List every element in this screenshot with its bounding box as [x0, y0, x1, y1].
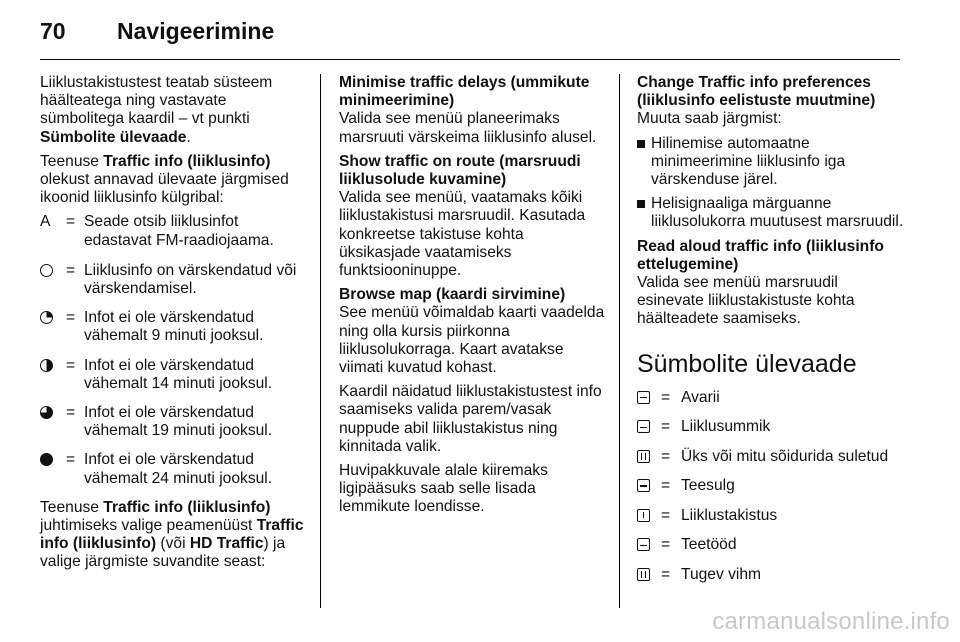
option-read-aloud: Read aloud traffic info (liiklusinfo ettelugemine) Valida see menüü marsruudil esinevate liiklustakistuste kohta häälteadete saamiseks. [637, 238, 907, 329]
column-left [40, 74, 308, 578]
heavy-rain-icon [637, 568, 650, 581]
favourites-info: Huvipakkuvale alale kiiremaks ligipääsuks saab selle lisada lemmikute loendisse. [339, 462, 548, 516]
column-right [637, 74, 907, 595]
symbol-row: = Liiklusummik [637, 418, 907, 448]
status-item: A = Seade otsib liiklusinfot edastavat FM-raadiojaama. [40, 213, 274, 249]
option-heading: Browse map (kaardi sirvimine) [339, 286, 566, 304]
header-rule [40, 59, 900, 60]
symbol-row: = Teesulg [637, 477, 907, 507]
status-item: = Liiklusinfo on värskendatud või värskendamisel. [40, 262, 308, 298]
symbol-row: = Teetööd [637, 536, 907, 566]
symbol-row: = Avarii [637, 389, 907, 419]
circle-half-icon [40, 359, 53, 372]
accident-icon [637, 391, 650, 404]
intro-paragraph: Liiklustakistustest teatab süsteem häälteatega ning vastavate sümbolitega kaardil – vt punkti Sümbolite ülevaade. [40, 74, 273, 146]
symbols-link[interactable]: Sümbolite ülevaade [40, 128, 187, 146]
section-title: Sümbolite ülevaade [637, 349, 857, 378]
status-symbol-a: A [40, 213, 51, 231]
road-closed-icon [637, 479, 650, 492]
lanes-closed-icon [637, 450, 650, 463]
page-number: 70 [40, 18, 66, 44]
circle-quarter-icon [40, 311, 53, 324]
status-item: = Infot ei ole värskendatud vähemalt 9 minuti jooksul. [40, 309, 308, 345]
watermark: carmanualsonline.info [712, 608, 950, 635]
bullet-square-icon [637, 140, 645, 148]
browse-map-info: Kaardil näidatud liiklustakistustest info saamiseks valida parem/vasak nuppude abil liiklustakistus ning kinnitada valik. [339, 383, 602, 455]
circle-empty-icon [40, 264, 53, 277]
status-item: = Infot ei ole värskendatud vähemalt 24 minuti jooksul. [40, 451, 308, 487]
traffic-jam-icon [637, 420, 650, 433]
status-paragraph: Teenuse Traffic info (liiklusinfo) olekust annavad ülevaate järgmised ikoonid liiklusinfo külgribal: [40, 152, 289, 207]
column-middle [339, 74, 609, 523]
bullet-item: Hilinemise automaatne minimeerimine liiklusinfo iga värskenduse järel. [637, 135, 907, 190]
circle-three-quarter-icon [40, 406, 53, 419]
symbol-row: = Tugev vihm [637, 566, 907, 596]
traffic-obstruction-icon [637, 509, 650, 522]
symbol-row: = Liiklustakistus [637, 507, 907, 537]
circle-full-icon [40, 453, 53, 466]
option-minimise-delays: Minimise traffic delays (ummikute minimeerimine) Valida see menüü planeerimaks marsruuti värskeima liiklusinfo alusel. [339, 74, 609, 147]
option-heading: Change Traffic info preferences (liiklusinfo eelistuste muutmine) [637, 74, 876, 110]
roadworks-icon [637, 538, 650, 551]
option-heading: Show traffic on route (marsruudi liiklusolude kuvamine) [339, 152, 581, 189]
column-divider [320, 74, 321, 608]
option-heading: Minimise traffic delays (ummikute minimeerimine) [339, 74, 590, 110]
option-change-preferences: Change Traffic info preferences (liiklusinfo eelistuste muutmine) Muuta saab järgmist: [637, 74, 907, 129]
option-heading: Read aloud traffic info (liiklusinfo ettelugemine) [637, 237, 884, 273]
bullet-square-icon [637, 200, 645, 208]
page-header [40, 18, 274, 45]
option-browse-map: Browse map (kaardi sirvimine) See menüü võimaldab kaarti vaadelda ning olla kursis piirkonna liiklusolukorraga. Kaart avatakse viimati kuvatud kohast. [339, 286, 609, 377]
symbol-row: = Üks või mitu sõidurida suletud [637, 448, 907, 478]
menu-paragraph: Teenuse Traffic info (liiklusinfo) juhtimiseks valige peamenüüst Traffic info (liiklusinfo) (või HD Traffic) ja valige järgmiste suvandite seast: [40, 498, 304, 571]
status-item: = Infot ei ole värskendatud vähemalt 19 minuti jooksul. [40, 404, 308, 440]
bullet-item: Helisignaaliga märguanne liiklusolukorra muutusest marsruudil. [637, 195, 907, 231]
column-divider [619, 74, 620, 608]
status-item: = Infot ei ole värskendatud vähemalt 14 minuti jooksul. [40, 357, 308, 393]
chapter-title: Navigeerimine [117, 18, 275, 44]
option-show-traffic: Show traffic on route (marsruudi liiklusolude kuvamine) Valida see menüü, vaatamaks kõiki liiklustakistusi marsruudil. Kasutada konkreetse takistuse kohta üksikasjade vaatamiseks funktsiooninuppe. [339, 153, 609, 280]
